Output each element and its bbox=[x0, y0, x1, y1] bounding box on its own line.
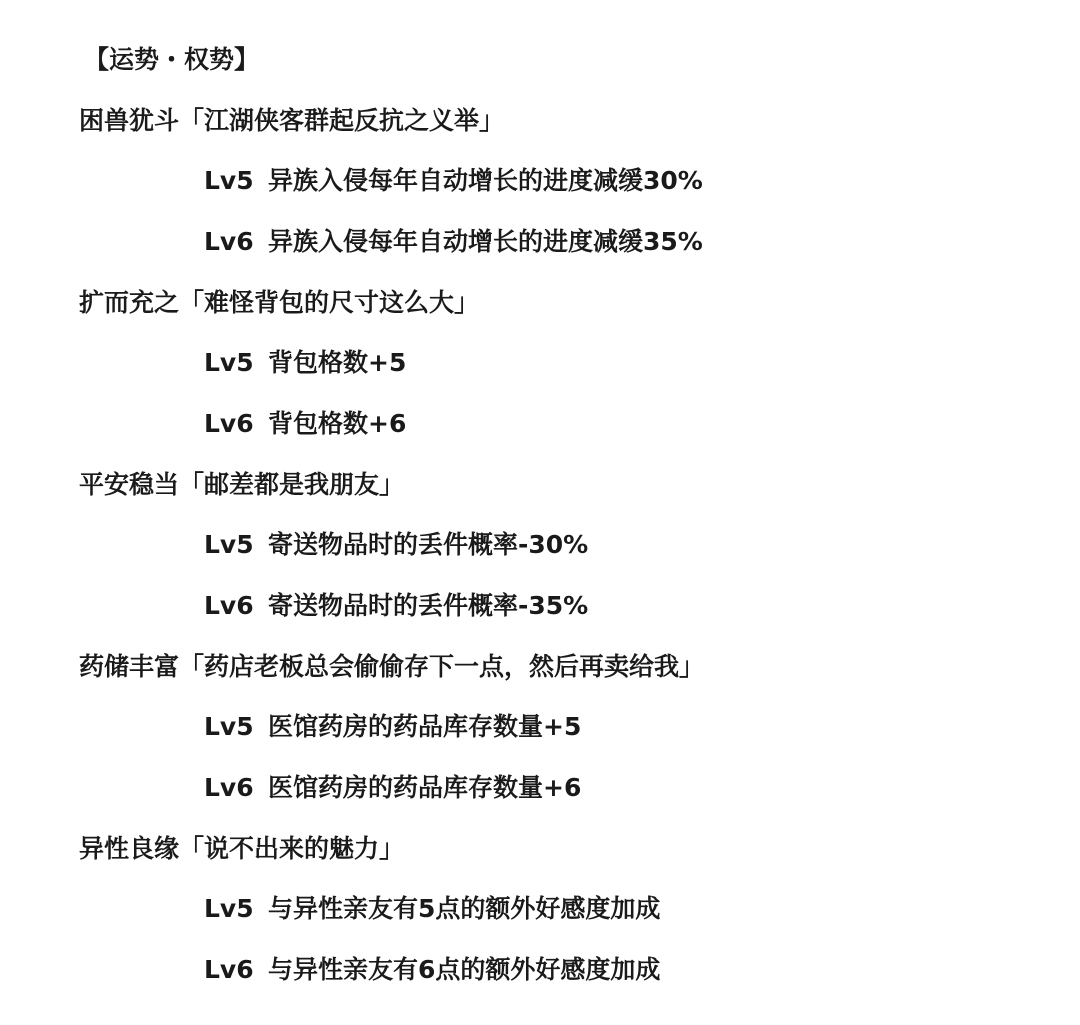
level-label: Lv5 bbox=[204, 894, 254, 923]
level-row bbox=[204, 166, 703, 196]
section-title: 【运势・权势】 bbox=[84, 45, 260, 74]
level-description: 与异性亲友有5点的额外好感度加成 bbox=[268, 894, 661, 923]
level-row bbox=[204, 894, 660, 924]
level-row bbox=[204, 348, 406, 378]
level-row bbox=[204, 773, 581, 803]
level-description: 异族入侵每年自动增长的进度减缓35% bbox=[268, 227, 703, 256]
talent-title: 平安稳当「邮差都是我朋友」 bbox=[79, 470, 405, 499]
level-description: 背包格数+5 bbox=[268, 348, 407, 377]
level-description: 异族入侵每年自动增长的进度减缓30% bbox=[268, 166, 703, 195]
level-row bbox=[204, 530, 588, 560]
level-description: 与异性亲友有6点的额外好感度加成 bbox=[268, 955, 661, 984]
level-label: Lv5 bbox=[204, 712, 254, 741]
level-label: Lv5 bbox=[204, 348, 254, 377]
level-description: 医馆药房的药品库存数量+6 bbox=[268, 773, 582, 802]
level-row bbox=[204, 227, 703, 257]
level-row bbox=[204, 955, 660, 985]
level-label: Lv6 bbox=[204, 773, 254, 802]
level-description: 背包格数+6 bbox=[268, 409, 407, 438]
level-label: Lv6 bbox=[204, 591, 254, 620]
level-description: 寄送物品时的丢件概率-30% bbox=[268, 530, 589, 559]
level-description: 寄送物品时的丢件概率-35% bbox=[268, 591, 589, 620]
level-label: Lv5 bbox=[204, 530, 254, 559]
talent-title: 扩而充之「难怪背包的尺寸这么大」 bbox=[79, 288, 480, 317]
level-row bbox=[204, 712, 581, 742]
level-label: Lv6 bbox=[204, 409, 254, 438]
talent-title: 药储丰富「药店老板总会偷偷存下一点，然后再卖给我」 bbox=[79, 652, 705, 681]
level-label: Lv5 bbox=[204, 166, 254, 195]
level-label: Lv6 bbox=[204, 227, 254, 256]
level-description: 医馆药房的药品库存数量+5 bbox=[268, 712, 582, 741]
talent-title: 异性良缘「说不出来的魅力」 bbox=[79, 834, 405, 863]
level-row bbox=[204, 591, 588, 621]
level-label: Lv6 bbox=[204, 955, 254, 984]
talent-title: 困兽犹斗「江湖侠客群起反抗之义举」 bbox=[79, 106, 505, 135]
level-row bbox=[204, 409, 406, 439]
